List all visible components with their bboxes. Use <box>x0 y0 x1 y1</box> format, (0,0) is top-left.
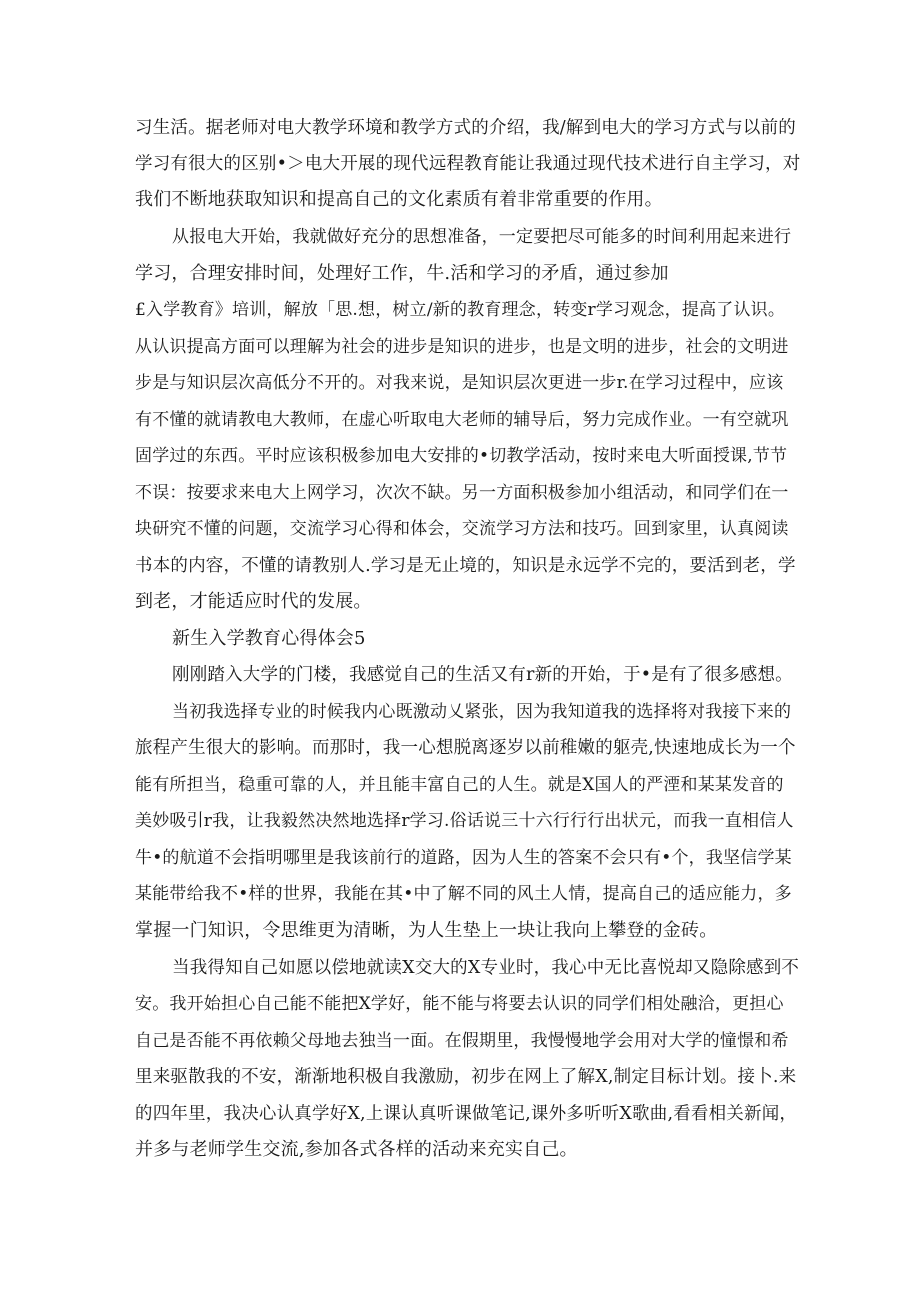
text-line: 里来驱散我的不安，渐渐地积极自我激励，初步在网上了解X,制定目标计划。接卜.来 <box>135 1067 797 1087</box>
section-heading: 新生入学教育心得体会5 <box>172 628 366 649</box>
text-line: 掌握一门知识，令思维更为清晰，为人生垫上一块让我向上攀登的金砖。 <box>135 920 718 941</box>
text-line: 从认识提高方面可以理解为社会的进步是知识的进步，也是文明的进步，社会的文明进 <box>135 337 789 357</box>
text-line: 安。我开始担心自己能不能把X学好，能不能与将要去认识的同学们相处融洽，更担心 <box>135 994 784 1014</box>
text-line: 牛•的航道不会指明哪里是我该前行的道路，因为人生的答案不会只有•个，我坚信学某 <box>135 848 792 868</box>
text-line: 有不懂的就请教电大教师，在虚心听取电大老师的辅导后，努力完成作业。一有空就巩 <box>135 410 789 430</box>
text-line: 美妙吸引r我，让我毅然决然地选择r学习.俗话说三十六行行行出状元，而我一直相信人 <box>135 811 794 831</box>
text-line: 自己是否能不再依赖父母地去独当一面。在假期里，我慢慢地学会用对大学的憧憬和希 <box>135 1031 789 1051</box>
text-line: 步是与知识层次高低分不开的。对我来说，是知识层次更进一步r.在学习过程中，应该 <box>135 373 784 393</box>
text-line: 并多与老师学生交流,参加各式各样的活动来充实自己。 <box>135 1139 578 1160</box>
text-line: 能有所担当，稳重可靠的人，并且能丰富自己的人生。就是X国人的严湮和某某发音的 <box>135 775 784 795</box>
text-line: 刚刚踏入大学的门楼，我感觉自己的生活又有r新的开始，于•是有了很多感想。 <box>172 665 793 685</box>
text-line: 旅程产生很大的影响。而那时，我一心想脱离逐岁以前稚嫩的躯壳,快速地成长为一个 <box>135 738 796 758</box>
text-line: £入学教育》培训，解放「思.想，树立/新的教育理念，转变r学习观念，提高了认识。 <box>135 300 786 320</box>
text-line: 某能带给我不•样的世界，我能在其•中了解不同的风土人情，提高自己的适应能力，多 <box>135 884 792 904</box>
text-line: 当初我选择专业的时候我内心既激动乂紧张，因为我知道我的选择将对我接下来的 <box>172 702 792 722</box>
text-line: 书本的内容，不懂的请教别人.学习是无止境的，知识是永远学不完的，要活到老，学 <box>135 556 796 576</box>
text-line: 到老，才能适应时代的发展。 <box>135 591 372 612</box>
text-line: 的四年里，我决心认真学好X,上课认真听课做笔记,课外多听听X歌曲,看看相关新闻， <box>135 1104 798 1124</box>
text-line: 我们不断地获取知识和提高自己的文化素质有着非常重要的作用。 <box>135 189 663 210</box>
text-line: 固学过的东西。平时应该积极参加电大安排的•切教学活动，按时来电大听面授课,节节 <box>135 446 788 466</box>
text-line: 学习，合理安排时间，处理好工作，牛.活和学习的矛盾，通过参加 <box>135 263 669 284</box>
text-line: 不误：按要求来电大上网学习，次次不缺。另一方面积极参加小组活动，和同学们在一 <box>135 483 789 503</box>
text-line: 块研究不懂的问题，交流学习心得和体会，交流学习方法和技巧。回到家里，认真阅读 <box>135 519 789 539</box>
text-line: 习生活。据老师对电大教学环境和教学方式的介绍，我/解到电大的学习方式与以前的 <box>135 118 796 138</box>
text-line: 当我得知自己如愿以偿地就读X交大的X专业时，我心中无比喜悦却又隐除感到不 <box>172 958 800 978</box>
text-line: 学习有很大的区别•＞电大开展的现代远程教育能让我通过现代技术进行自主学习，对 <box>135 154 801 174</box>
text-line: 从报电大开始，我就做好充分的思想准备，一定要把尽可能多的时间利用起来进行 <box>172 227 792 247</box>
